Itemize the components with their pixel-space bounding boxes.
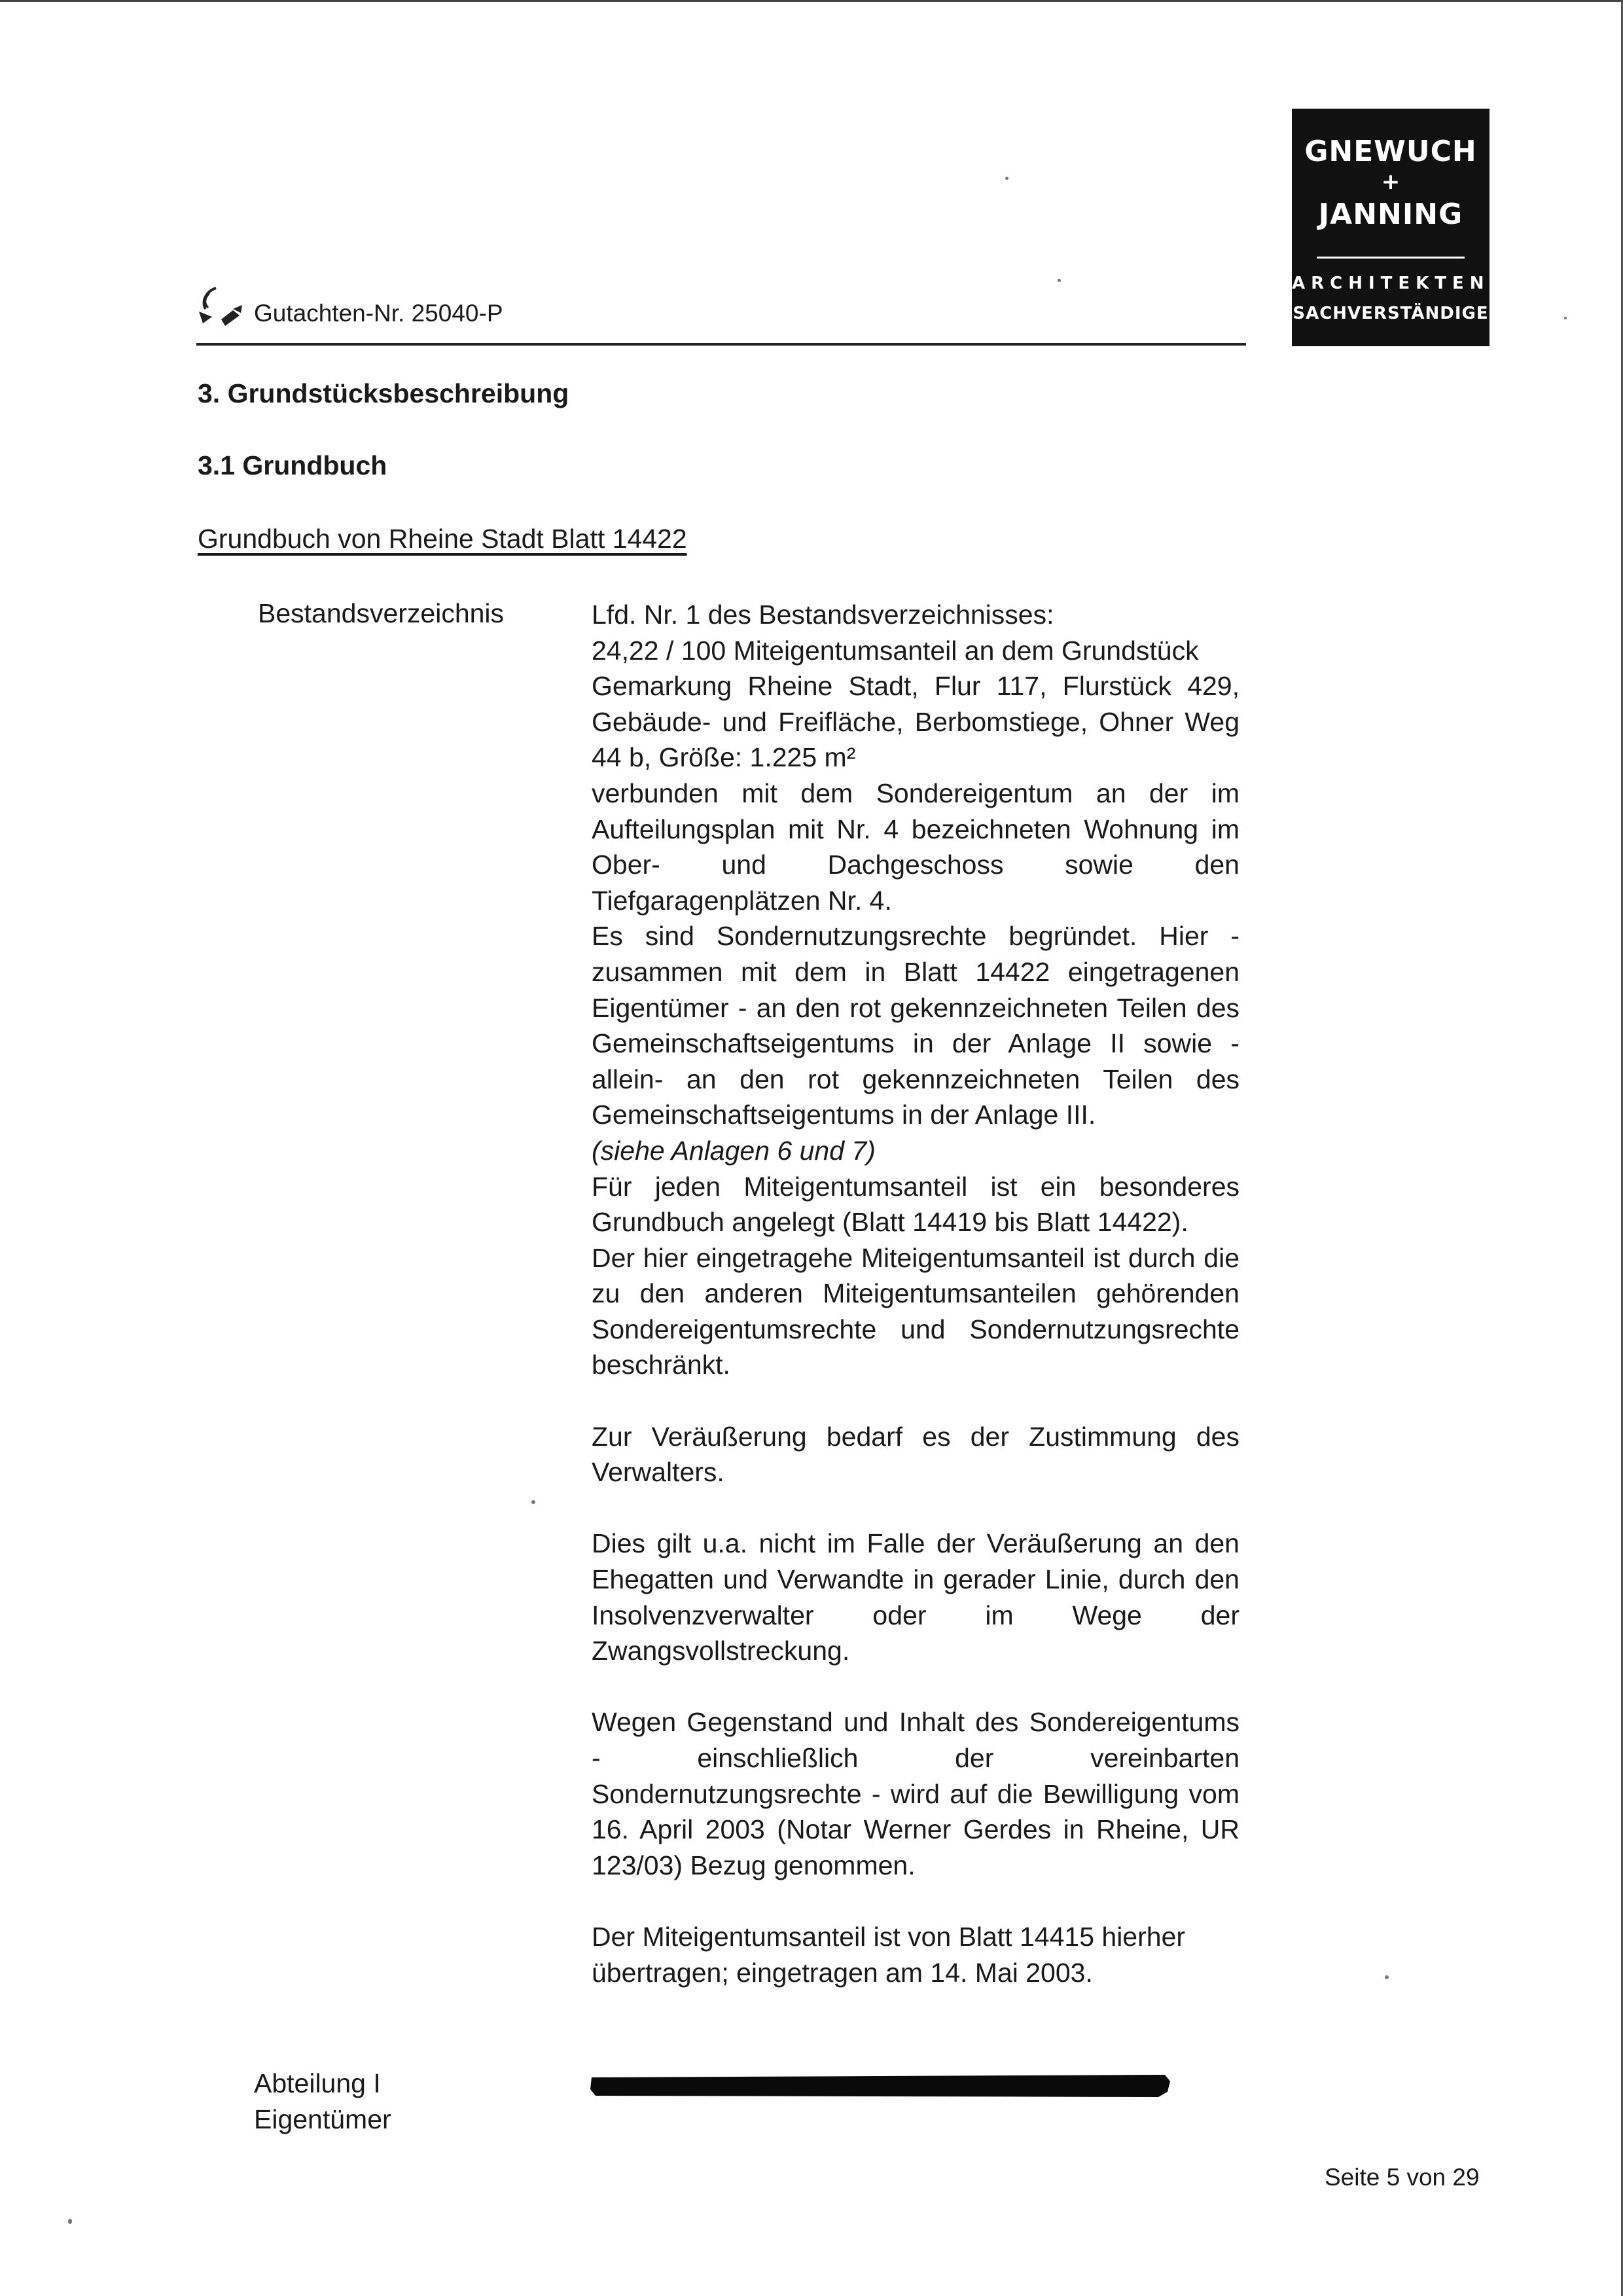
scan-speck: [1005, 177, 1008, 180]
anlagen-note: (siehe Anlagen 6 und 7): [592, 1135, 876, 1166]
company-logo: [1292, 109, 1489, 346]
abteilung-label-line1: Abteilung I: [254, 2068, 381, 2098]
miteigentumsanteil-line: 24,22 / 100 Miteigentumsanteil an dem Grundstück: [592, 635, 1199, 666]
scan-speck: [531, 1500, 535, 1504]
logo-name-gnewuch: GNEWUCH: [1304, 135, 1477, 168]
verwalter-paragraph: Zur Veräußerung bedarf es der Zustimmung des Verwalters.: [592, 1421, 1240, 1488]
logo-name-janning: JANNING: [1318, 198, 1463, 231]
beschraenkung-paragraph: Der hier eingetragehe Miteigentumsanteil ist durch die zu den anderen Miteigentumsanteilen gehörenden Sondereigentumsrechte und Sondernutzungsrechte beschränkt.: [592, 1242, 1240, 1380]
scan-speck: [68, 2219, 72, 2224]
grundbuch-angelegt-paragraph: Für jeden Miteigentumsanteil ist ein besonderes Grundbuch angelegt (Blatt 14419 bis Blatt 14422).: [592, 1171, 1240, 1238]
sondereigentum-paragraph: verbunden mit dem Sondereigentum an der im Aufteilungsplan mit Nr. 4 bezeichneten Wohnung im Ober- und Dachgeschoss sowie den Tiefgaragenplätzen Nr. 4.: [592, 778, 1240, 916]
report-number: Gutachten-Nr. 25040-P: [254, 300, 503, 327]
logo-architekten: ARCHITEKTEN: [1292, 274, 1490, 293]
owner-redaction: [589, 2072, 1171, 2098]
scan-speck: [1564, 317, 1567, 319]
header-divider: [196, 343, 1246, 346]
logo-divider: [1317, 257, 1465, 259]
lfd-nr-line: Lfd. Nr. 1 des Bestandsverzeichnisses:: [592, 600, 1054, 630]
scan-speck: [1385, 1975, 1389, 1979]
sondernutzungsrechte-paragraph: Es sind Sondernutzungsrechte begründet. Hier - zusammen mit dem in Blatt 14422 eingetragenen Eigentümer - an den rot gekennzeichneten Teilen des Gemeinschaftseigentums in der Anlage II sowie -allein- an den rot gekennzeichneten Teilen des Gemeinschaftseigentums in der Anlage III.: [592, 921, 1240, 1130]
subsection-heading: 3.1 Grundbuch: [198, 450, 387, 480]
bewilligung-paragraph: Wegen Gegenstand und Inhalt des Sondereigentums - einschließlich der vereinbarten Sondernutzungsrechte - wird auf die Bewilligung vom 16. April 2003 (Notar Werner Gerdes in Rheine, UR 123/03) Bezug genommen.: [592, 1707, 1240, 1880]
logo-plus: +: [1381, 169, 1400, 195]
section-heading: 3. Grundstücksbeschreibung: [198, 378, 569, 408]
bestandsverzeichnis-label: Bestandsverzeichnis: [258, 598, 505, 628]
gutachten-mark-icon: [195, 283, 246, 329]
abteilung-label-line2: Eigentümer: [254, 2104, 391, 2134]
bestandsverzeichnis-text: [592, 597, 1240, 1990]
uebertragen-paragraph: Der Miteigentumsanteil ist von Blatt 14415 hierher übertragen; eingetragen am 14. Mai 2003.: [592, 1921, 1186, 1988]
abteilung-label: [254, 2066, 391, 2138]
grundbuch-title: Grundbuch von Rheine Stadt Blatt 14422: [198, 524, 687, 554]
scan-speck: [1058, 279, 1061, 282]
ausnahme-paragraph: Dies gilt u.a. nicht im Falle der Veräußerung an den Ehegatten und Verwandte in gerader Linie, durch den Insolvenzverwalter oder im Wege der Zwangsvollstreckung.: [592, 1528, 1240, 1666]
logo-sachverstaendige: SACHVERSTÄNDIGE: [1293, 304, 1489, 323]
gemarkung-paragraph: Gemarkung Rheine Stadt, Flur 117, Flurstück 429, Gebäude- und Freifläche, Berbomstiege, Ohner Weg 44 b, Größe: 1.225 m²: [592, 671, 1240, 773]
page-number: Seite 5 von 29: [1325, 2164, 1480, 2191]
